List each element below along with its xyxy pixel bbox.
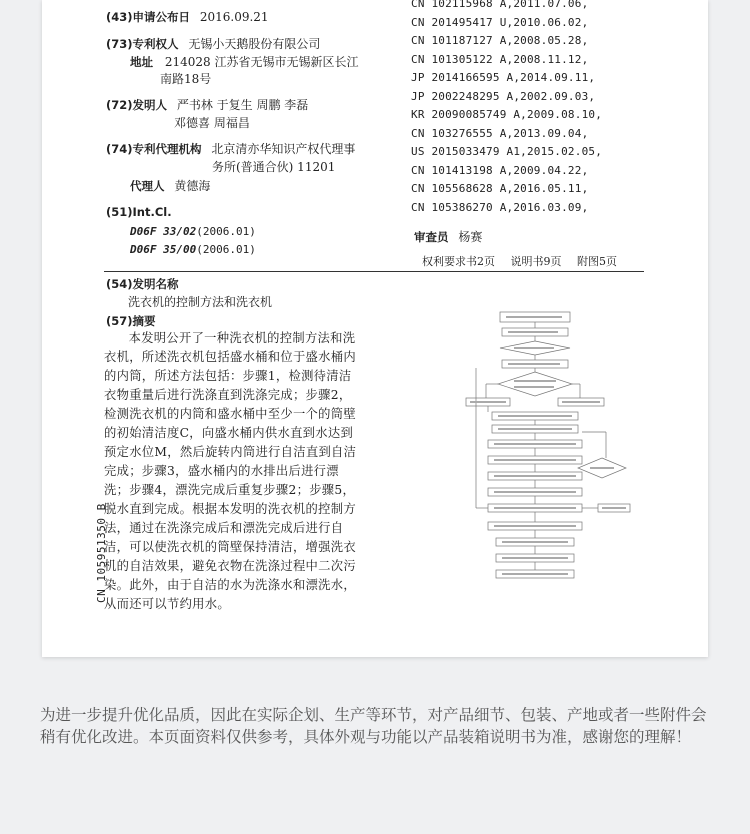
section-divider [104, 271, 644, 272]
pub-date-label: (43)申请公布日 [106, 10, 191, 24]
patentee-value: 无锡小天鹅股份有限公司 [188, 37, 321, 51]
pub-date-row [106, 9, 269, 25]
invention-title: 洗衣机的控制方法和洗衣机 [128, 295, 273, 309]
inventors-line2: 邓德喜 周福昌 [174, 116, 250, 130]
reference-item: US 2015033479 A1,2015.02.05, [411, 145, 603, 158]
examiner-row [414, 229, 482, 245]
reference-item: CN 101413198 A,2009.04.22, [411, 163, 589, 177]
agency-label: (74)专利代理机构 [106, 142, 202, 156]
disclaimer-notice: 为进一步提升优化品质，因此在实际企划、生产等环节，对产品细节、包装、产地或者一些附件会稍有优化改进。本页面资料仅供参考，具体外观与功能以产品装箱说明书为准，感谢您的理解！ [40, 706, 707, 746]
drawing-pages: 附图5页 [577, 255, 617, 268]
patent-document [42, 0, 708, 657]
page-counts [422, 254, 617, 270]
title-label: (54)发明名称 [106, 277, 179, 291]
flow-decision [498, 372, 572, 396]
claims-pages: 权利要求书2页 [422, 255, 495, 268]
intcl-date: (2006.01) [196, 243, 256, 256]
intcl-row [106, 204, 172, 220]
intcl-item [130, 223, 256, 240]
reference-item: CN 105568628 A,2016.05.11, [411, 182, 589, 195]
reference-item: CN 101187127 A,2008.05.28, [411, 34, 589, 47]
agent-row [130, 178, 210, 194]
agency-line2: 务所(普通合伙) 11201 [212, 160, 336, 174]
intcl-item [130, 241, 256, 258]
intcl-code: D06F 35/00 [130, 243, 197, 256]
reference-item: CN 105386270 A,2016.03.09, [411, 200, 589, 214]
address-line1: 214028 江苏省无锡市无锡新区长江 [164, 55, 359, 69]
inventors-row [106, 97, 308, 113]
intcl-code: D06F 33/02 [130, 225, 197, 238]
publication-number: CN 105951350 B [95, 503, 108, 603]
agency-line1: 北京清亦华知识产权代理事 [211, 142, 356, 156]
reference-item: CN 101305122 A,2008.11.12, [411, 52, 589, 66]
cited-references [411, 0, 602, 217]
reference-item: CN 103276555 A,2013.09.04, [411, 126, 589, 140]
intcl-date: (2006.01) [196, 225, 256, 238]
examiner-label: 审查员 [414, 230, 449, 244]
reference-item: CN 102115968 A,2011.07.06, [411, 0, 589, 10]
intcl-label: (51)Int.Cl. [106, 205, 172, 219]
reference-item: JP 2002248295 A,2002.09.03, [411, 89, 596, 103]
agent-label: 代理人 [130, 179, 165, 193]
address-row [130, 54, 358, 70]
examiner-value: 杨赛 [458, 230, 483, 244]
reference-item: JP 2014166595 A,2014.09.11, [411, 71, 596, 84]
address-line2: 南路18号 [160, 72, 212, 86]
abstract-text: 本发明公开了一种洗衣机的控制方法和洗衣机，所述洗衣机包括盛水桶和位于盛水桶内的内筒，所述方法包括：步骤1，检测待清洁衣物重量后进行洗涤直到洗涤完成；步骤2，检测洗衣机的内筒和盛水桶中至少一个的筒壁的初始清洁度C，向盛水桶内供水直到水达到预定水位M，然后旋转内筒进行自洁直到自洁完成；步骤3，盛水桶内的水排出后进行漂洗；步骤4，漂洗完成后重复步骤2；步骤5，脱水直到完成。根据本发明的洗衣机的控制方法，通过在洗涤完成后和漂洗完成后进行自洁，可以使洗衣机的筒壁保持清洁，增强洗衣机的自洁效果，避免衣物在洗涤过程中二次污染。此外，由于自洁的水为洗涤水和漂洗水，从而还可以节约用水。 [104, 331, 357, 611]
pub-date-value: 2016.09.21 [199, 10, 269, 24]
address-label: 地址 [130, 55, 153, 69]
agent-value: 黄德海 [174, 179, 211, 193]
flowchart-figure [430, 308, 645, 588]
agency-row [106, 141, 355, 157]
inventors-label: (72)发明人 [106, 98, 168, 112]
patentee-label: (73)专利权人 [106, 37, 179, 51]
inventors-line1: 严书林 于复生 周鹏 李磊 [176, 98, 309, 112]
reference-item: CN 201495417 U,2010.06.02, [411, 15, 589, 29]
reference-item: KR 20090085749 A,2009.08.10, [411, 108, 603, 121]
spec-pages: 说明书9页 [510, 255, 562, 268]
abstract-label: (57)摘要 [106, 314, 156, 328]
patentee-row [106, 36, 320, 52]
